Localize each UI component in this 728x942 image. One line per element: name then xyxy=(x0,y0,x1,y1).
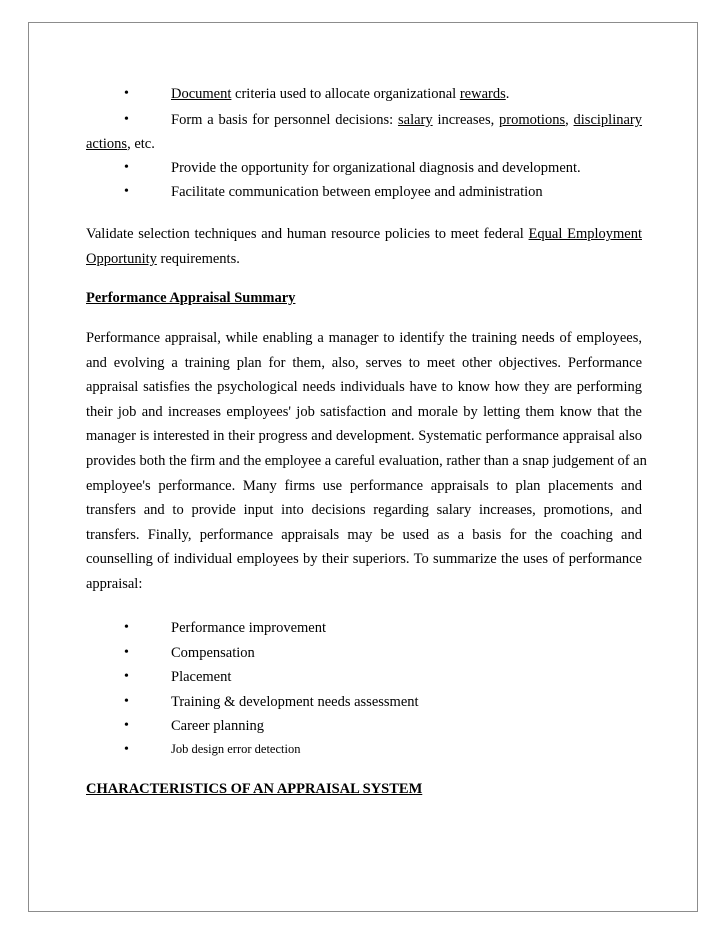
bullet-icon: • xyxy=(124,184,129,199)
list-item-text: Training & development needs assessment xyxy=(171,694,419,710)
paragraph-line: transfers. Finally, performance appraisals may be used as a basis for the coaching and xyxy=(86,526,642,543)
bullet-icon: • xyxy=(124,742,129,757)
list-item xyxy=(86,718,642,738)
summary-paragraph xyxy=(86,330,647,601)
link-rewards[interactable]: rewards xyxy=(459,86,506,102)
paragraph-line: and evolving a training plan for them, also, serves to meet other objectives. Performance xyxy=(86,354,642,371)
link-equal-employment[interactable]: Equal Employment xyxy=(528,226,642,242)
bullet-icon: • xyxy=(124,694,129,709)
section-heading: Performance Appraisal Summary xyxy=(86,290,296,306)
link-opportunity[interactable]: Opportunity xyxy=(86,251,157,267)
paragraph-line: employee's performance. Many firms use performance appraisals to plan placements and xyxy=(86,477,642,494)
list-item-text: Facilitate communication between employee and administration xyxy=(171,184,543,200)
list-item xyxy=(86,669,642,689)
list-item xyxy=(86,160,642,180)
bullet-icon: • xyxy=(124,645,129,660)
list-item-text: Compensation xyxy=(171,645,255,661)
bullet-icon: • xyxy=(124,112,129,127)
paragraph-line: appraisal satisfies the psychological needs individuals have to know how they are performing xyxy=(86,379,642,396)
list-item xyxy=(86,184,642,204)
paragraph-line: provides both the firm and the employee a careful evaluation, rather than a snap judgement of an xyxy=(86,452,647,469)
list-item xyxy=(86,112,642,132)
link-document[interactable]: Document xyxy=(171,86,232,102)
list-item xyxy=(86,620,642,640)
link-actions[interactable]: actions xyxy=(86,136,128,152)
list-item xyxy=(86,742,642,762)
link-disciplinary[interactable]: disciplinary xyxy=(573,112,642,128)
bullet-icon: • xyxy=(124,160,129,175)
link-promotions[interactable]: promotions xyxy=(499,112,566,128)
bullet-icon: • xyxy=(124,620,129,635)
list-item-text: Provide the opportunity for organizational diagnosis and development. xyxy=(171,160,581,176)
paragraph-line: transfers and to provide input into decisions regarding salary increases, promotions, and xyxy=(86,502,642,519)
list-item-text: Document criteria used to allocate organizational rewards. xyxy=(171,86,510,102)
paragraph-line: Performance appraisal, while enabling a manager to identify the training needs of employees, xyxy=(86,330,642,346)
validate-line-1: Validate selection techniques and human resource policies to meet federal Equal Employment xyxy=(86,226,642,242)
list-item xyxy=(86,645,642,665)
section-heading: CHARACTERISTICS OF AN APPRAISAL SYSTEM xyxy=(86,781,423,797)
paragraph-line: manager is interested in their progress and development. Systematic performance appraisal also xyxy=(86,428,642,445)
paragraph-line: appraisal: xyxy=(86,575,143,592)
list-item-continuation: actions, etc. xyxy=(86,136,155,152)
list-item-text: Career planning xyxy=(171,718,265,734)
link-salary[interactable]: salary xyxy=(398,112,433,128)
bullet-icon: • xyxy=(124,718,129,733)
list-item-text: Placement xyxy=(171,669,232,685)
list-item-text: Performance improvement xyxy=(171,620,327,636)
paragraph-line: their job and increases employees' job satisfaction and morale by letting them know that the xyxy=(86,403,642,420)
list-item xyxy=(86,694,642,714)
bullet-icon: • xyxy=(124,86,129,101)
list-item-text: Form a basis for personnel decisions: salary increases, promotions, disciplinary xyxy=(171,112,642,128)
list-item xyxy=(86,86,642,106)
bullet-icon: • xyxy=(124,669,129,684)
list-item-text: Job design error detection xyxy=(171,742,301,756)
validate-line-2: Opportunity requirements. xyxy=(86,251,240,267)
paragraph-line: counselling of individual employees by their superiors. To summarize the uses of performance xyxy=(86,551,642,568)
